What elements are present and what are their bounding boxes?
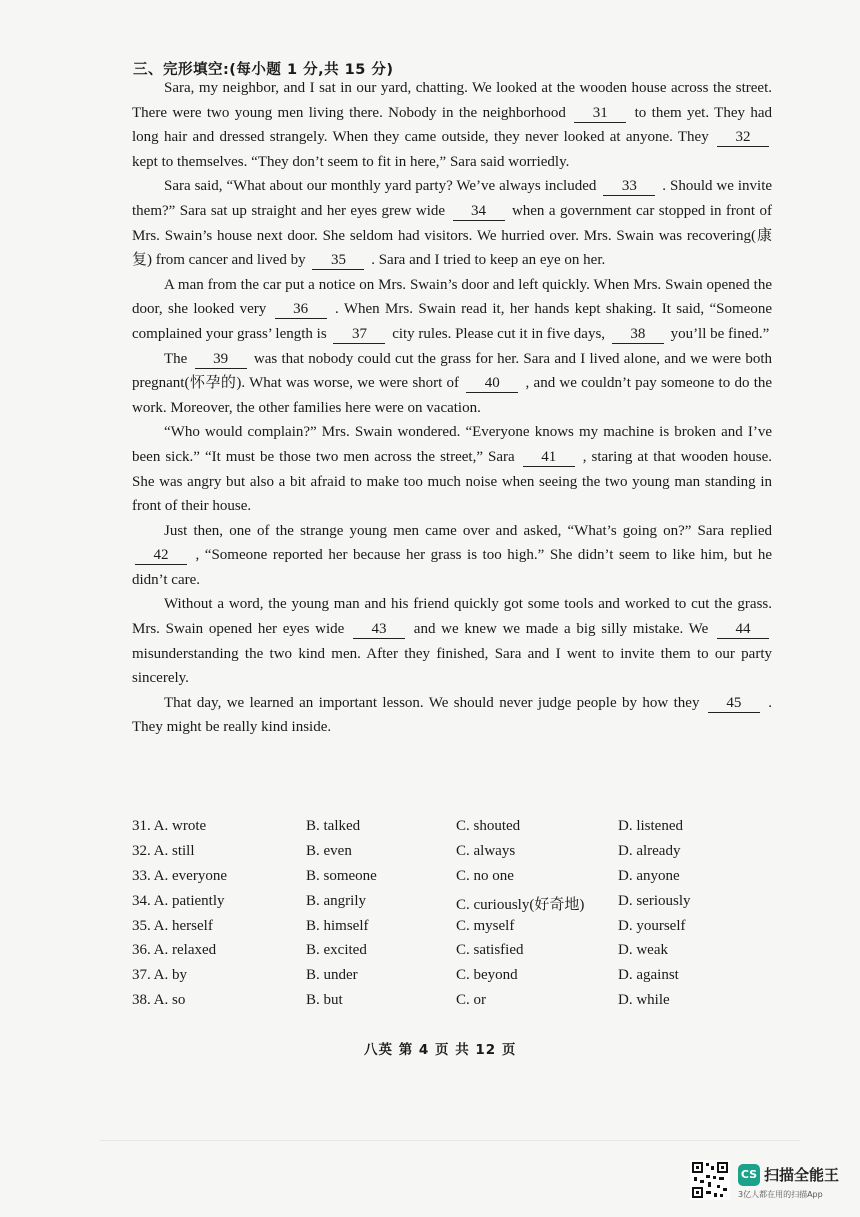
option-d: D. yourself bbox=[618, 917, 686, 934]
scanner-brand: 扫描全能王 bbox=[764, 1166, 840, 1184]
option-b: B. talked bbox=[306, 818, 361, 834]
passage-paragraph bbox=[132, 592, 772, 690]
option-row bbox=[132, 992, 772, 1017]
scanner-tagline: 3亿人都在用的扫描App bbox=[738, 1190, 823, 1199]
option-row bbox=[132, 868, 772, 893]
passage-text: misunderstanding the two kind men. After they finished, Sara and I went to invite them to our party sincerely. bbox=[132, 645, 772, 687]
option-d: D. weak bbox=[618, 942, 668, 959]
passage-paragraph bbox=[132, 691, 772, 740]
passage-text: , and we couldn’t pay someone to do the work. Moreover, the other families here were on vacation. bbox=[132, 375, 773, 416]
option-b: B. even bbox=[306, 842, 352, 859]
answer-options bbox=[132, 818, 772, 1017]
option-d: D. listened bbox=[618, 818, 683, 834]
option-c: C. shouted bbox=[456, 818, 521, 834]
option-c: C. always bbox=[456, 842, 516, 859]
passage-text: The bbox=[164, 350, 188, 367]
passage-paragraph bbox=[132, 174, 772, 272]
option-a: 38. A. so bbox=[132, 992, 186, 1009]
option-row bbox=[132, 967, 772, 992]
passage-text: you’ll be fined.” bbox=[670, 325, 770, 342]
passage-text: , staring at that wooden house. She was angry but also a bit afraid to make too much noise when seeing the two young man standing in front of their house. bbox=[132, 448, 772, 515]
option-a: 33. A. everyone bbox=[132, 867, 227, 884]
passage-text: Just then, one of the strange young men came over and asked, “What’s going on?” Sara replied bbox=[164, 522, 772, 539]
option-a: 34. A. patiently bbox=[132, 892, 225, 909]
option-b: B. himself bbox=[306, 917, 369, 934]
passage-text: . When Mrs. Swain read it, her hands kept shaking. It said, “Someone complained your grass’ length is bbox=[132, 301, 772, 342]
blank-33: 33 bbox=[603, 178, 655, 196]
option-row bbox=[132, 893, 772, 918]
option-c: C. or bbox=[456, 992, 486, 1009]
passage-paragraph bbox=[132, 347, 772, 421]
passage-text: was that nobody could cut the grass for her. Sara and I lived alone, and we were both pregnant(怀孕的). What was worse, we were short of bbox=[132, 350, 772, 392]
passage-text: city rules. Please cut it in five days, bbox=[392, 325, 606, 342]
blank-38: 38 bbox=[612, 326, 664, 344]
passage-text: Sara said, “What about our monthly yard party? We’ve always included bbox=[164, 178, 597, 195]
blank-40: 40 bbox=[466, 375, 518, 393]
blank-32: 32 bbox=[717, 129, 769, 147]
option-d: D. already bbox=[618, 842, 681, 859]
passage-text: and we knew we made a big silly mistake. We bbox=[413, 621, 709, 638]
blank-34: 34 bbox=[453, 203, 505, 221]
option-b: B. under bbox=[306, 967, 358, 984]
blank-43: 43 bbox=[353, 621, 405, 639]
option-c: C. myself bbox=[456, 917, 515, 934]
passage-paragraph bbox=[132, 273, 772, 347]
blank-39: 39 bbox=[195, 351, 247, 369]
scan-fold-line bbox=[100, 1140, 800, 1141]
option-c: C. no one bbox=[456, 867, 514, 884]
page-footer: 八英 第 4 页 共 12 页 bbox=[364, 1042, 517, 1058]
blank-36: 36 bbox=[275, 301, 327, 319]
passage-text: Without a word, the young man and his friend quickly got some tools and worked to cut the grass. Mrs. Swain opened her eyes wide bbox=[132, 596, 772, 638]
option-d: D. seriously bbox=[618, 892, 691, 909]
option-b: B. excited bbox=[306, 942, 367, 959]
cloze-passage bbox=[132, 76, 772, 740]
passage-text: . They might be really kind inside. bbox=[132, 694, 773, 736]
option-b: B. but bbox=[306, 992, 343, 1009]
option-b: B. angrily bbox=[306, 892, 366, 909]
blank-37: 37 bbox=[333, 326, 385, 344]
passage-text: , “Someone reported her because her grass is too high.” She didn’t seem to like him, but he didn’t care. bbox=[132, 547, 772, 588]
passage-paragraph bbox=[132, 76, 772, 174]
scanner-watermark bbox=[690, 1160, 850, 1204]
passage-text: . Should we invite them?” Sara sat up straight and her eyes grew wide bbox=[132, 178, 773, 219]
passage-text: Sara, my neighbor, and I sat in our yard, chatting. We looked at the wooden house across the street. There were two young men living there. Nobody in the neighborhood bbox=[132, 80, 772, 121]
blank-42: 42 bbox=[135, 547, 187, 565]
blank-31: 31 bbox=[574, 105, 626, 123]
option-c: C. curiously(好奇地) bbox=[456, 896, 585, 913]
option-a: 31. A. wrote bbox=[132, 818, 207, 834]
option-c: C. beyond bbox=[456, 967, 518, 984]
passage-text: . Sara and I tried to keep an eye on her. bbox=[371, 252, 606, 269]
blank-45: 45 bbox=[708, 695, 760, 713]
passage-text: “Who would complain?” Mrs. Swain wondered. “Everyone knows my machine is broken and I’ve been sick.” “It must be those two men across the street,” Sara bbox=[132, 424, 772, 465]
qr-code-icon bbox=[690, 1160, 730, 1200]
option-row bbox=[132, 942, 772, 967]
option-row bbox=[132, 843, 772, 868]
option-a: 35. A. herself bbox=[132, 917, 213, 934]
option-a: 36. A. relaxed bbox=[132, 942, 217, 959]
section-heading: 三、完形填空:(每小题 1 分,共 15 分) bbox=[133, 62, 394, 78]
option-c: C. satisfied bbox=[456, 942, 524, 959]
option-d: D. anyone bbox=[618, 867, 680, 884]
option-d: D. against bbox=[618, 967, 679, 984]
passage-paragraph bbox=[132, 519, 772, 593]
passage-paragraph bbox=[132, 420, 772, 518]
blank-41: 41 bbox=[523, 449, 575, 467]
blank-35: 35 bbox=[312, 252, 364, 270]
option-row bbox=[132, 818, 772, 843]
passage-text: when a government car stopped in front of Mrs. Swain’s house next door. She seldom had visitors. We hurried over. Mrs. Swain was recovering(康复) from cancer and lived by bbox=[132, 202, 773, 269]
option-d: D. while bbox=[618, 992, 670, 1009]
option-a: 32. A. still bbox=[132, 842, 195, 859]
passage-text: A man from the car put a notice on Mrs. Swain’s door and left quickly. When Mrs. Swain opened the door, she looked very bbox=[132, 276, 772, 318]
option-a: 37. A. by bbox=[132, 967, 188, 984]
passage-text: to them yet. They had long hair and dressed strangely. When they came outside, they never looked at anyone. They bbox=[132, 104, 772, 146]
camscanner-logo-icon: CS bbox=[738, 1164, 760, 1186]
blank-44: 44 bbox=[717, 621, 769, 639]
passage-text: kept to themselves. “They don’t seem to fit in here,” Sara said worriedly. bbox=[132, 153, 570, 170]
passage-text: That day, we learned an important lesson. We should never judge people by how they bbox=[164, 694, 700, 711]
option-row bbox=[132, 918, 772, 943]
option-b: B. someone bbox=[306, 867, 377, 884]
